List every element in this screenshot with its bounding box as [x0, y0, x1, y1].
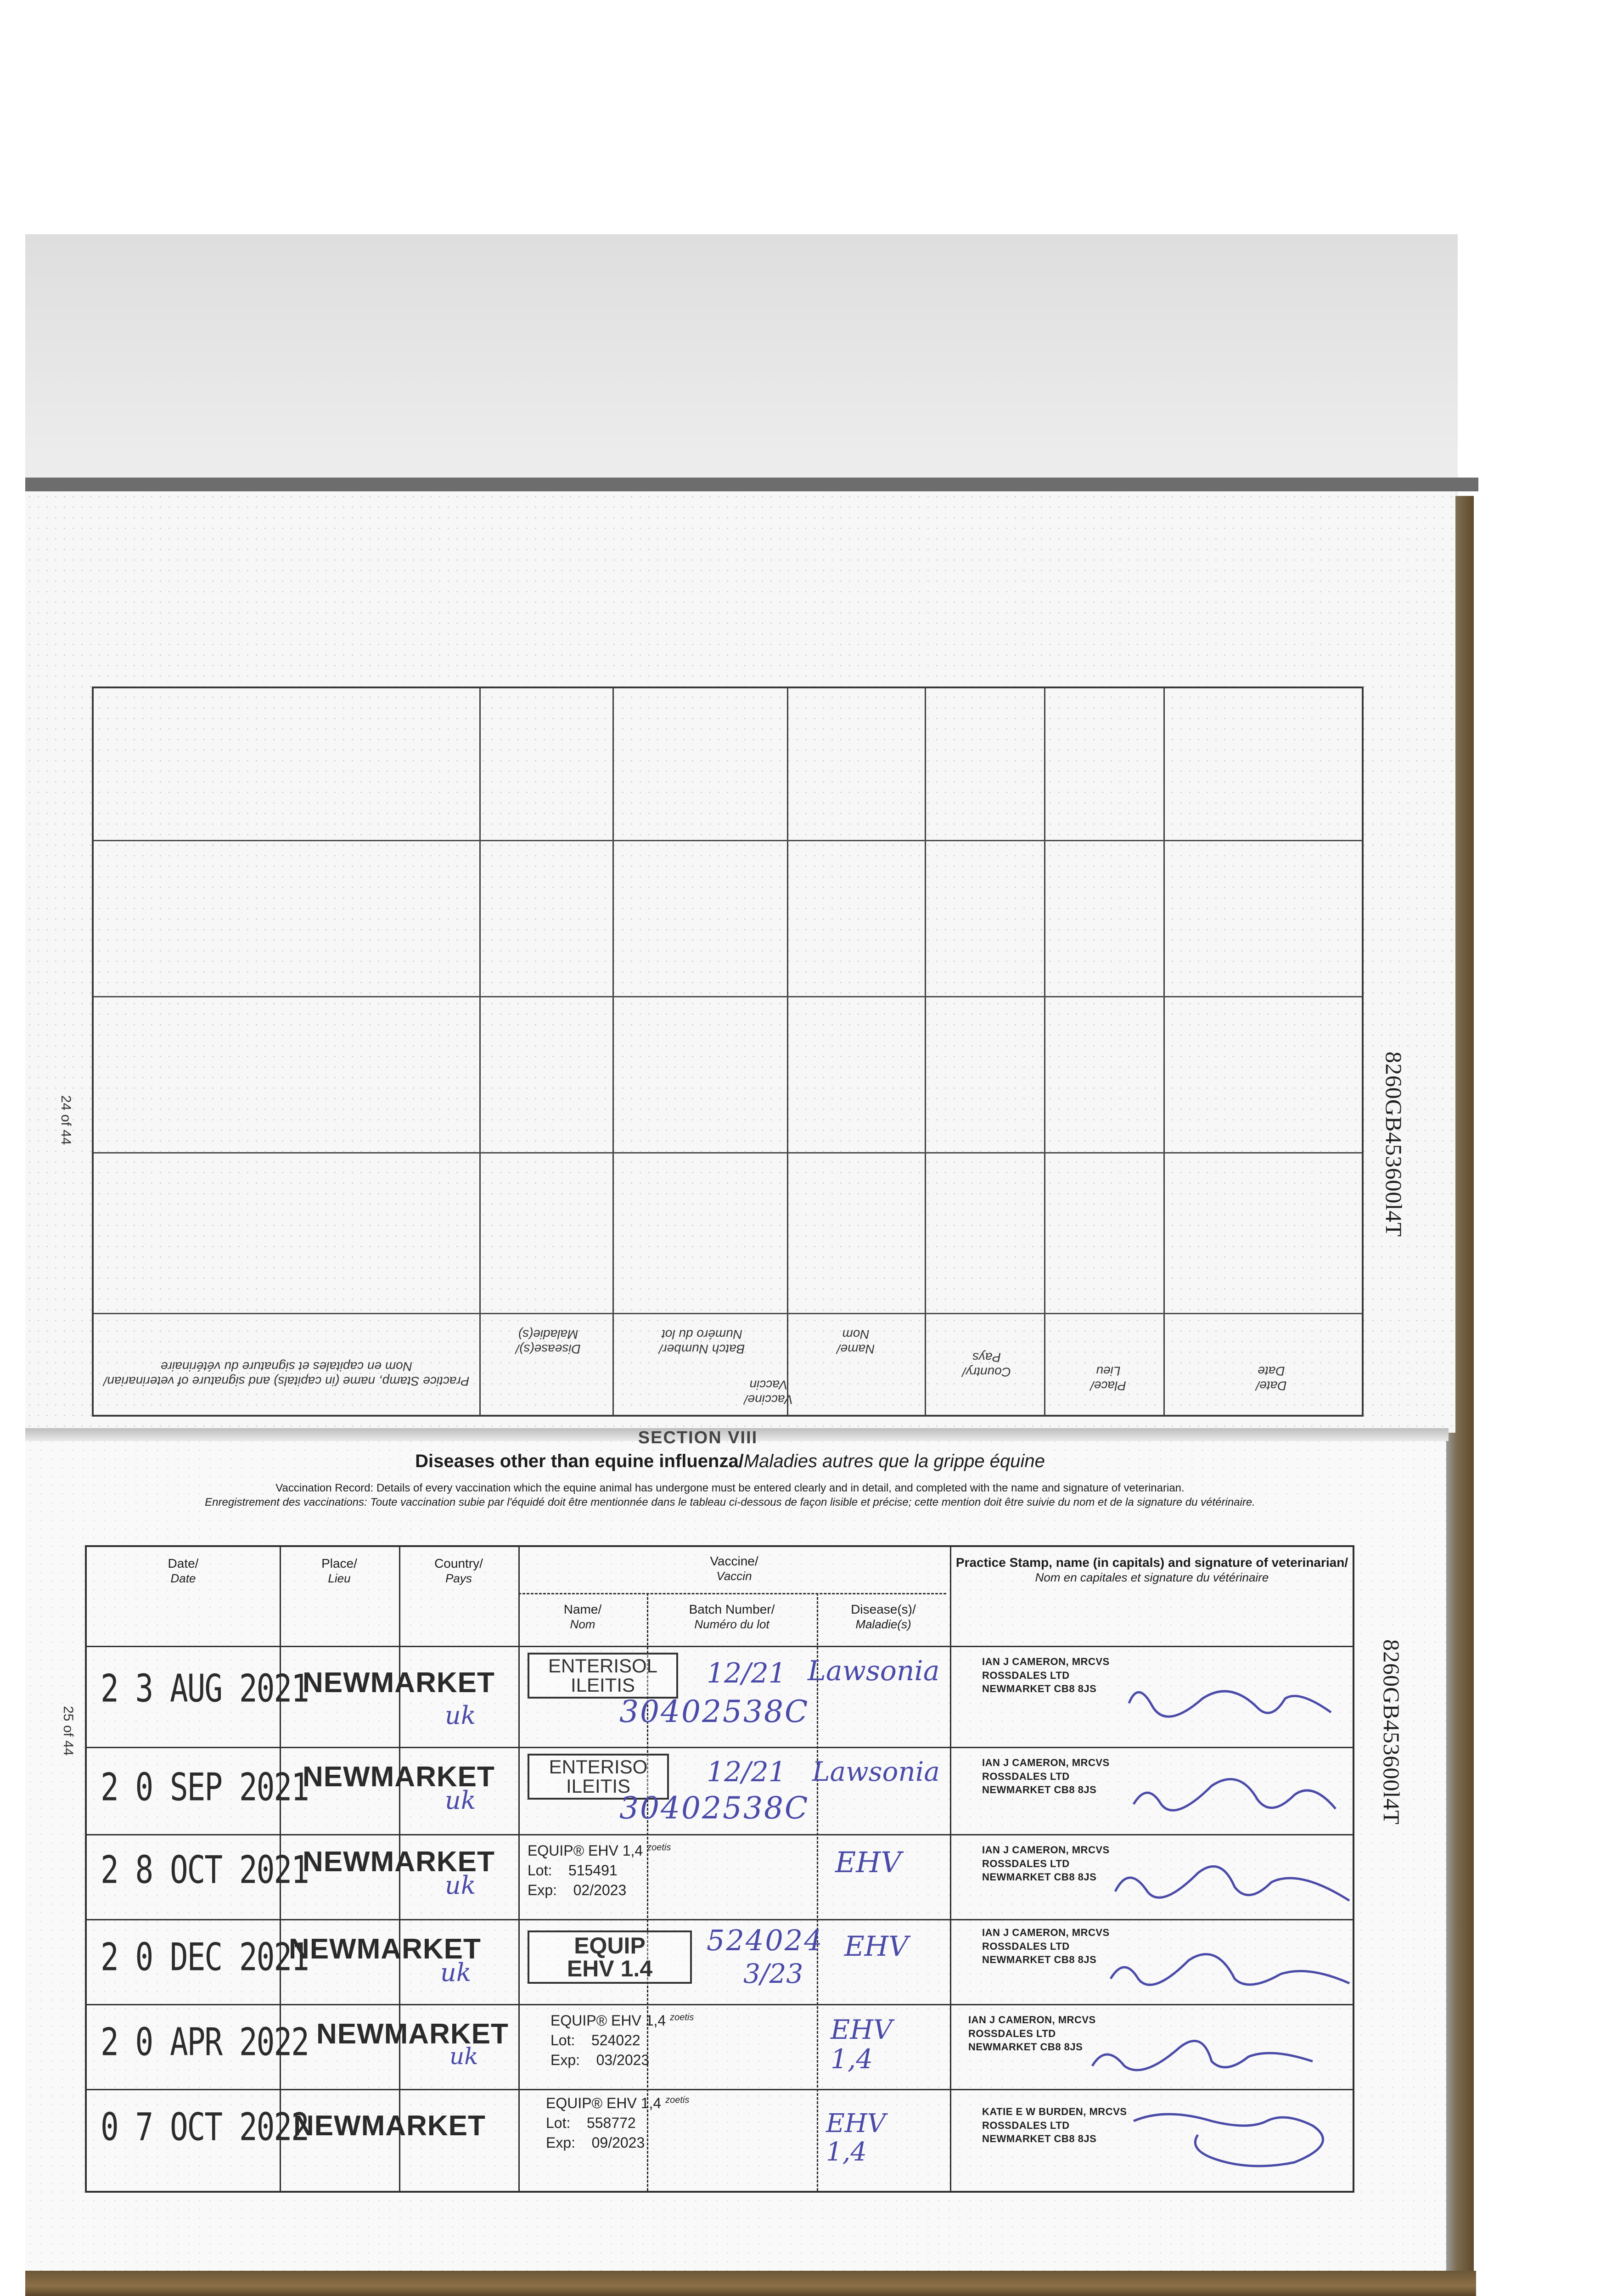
row1-batch: 12/21	[707, 1657, 786, 1689]
row4-vet-stamp: IAN J CAMERON, MRCVS ROSSDALES LTD NEWMARKET CB8 8JS	[982, 1927, 1110, 1966]
row1-vet-stamp: IAN J CAMERON, MRCVS ROSSDALES LTD NEWMARKET CB8 8JS	[982, 1656, 1110, 1695]
upper-header-vaccine: Vaccine/ Vaccin	[744, 1378, 793, 1407]
row4-date: 2 0 DEC 2021	[101, 1935, 309, 1980]
row1-batch-number: 30402538C	[619, 1694, 809, 1729]
header-disease: Disease(s)/ Maladie(s)	[851, 1602, 916, 1632]
row3-vet-stamp: IAN J CAMERON, MRCVS ROSSDALES LTD NEWMARKET CB8 8JS	[982, 1844, 1110, 1883]
row6-vet-stamp: KATIE E W BURDEN, MRCVS ROSSDALES LTD NEWMARKET CB8 8JS	[982, 2106, 1127, 2145]
row1-country: uk	[445, 1701, 476, 1730]
row4-vaccine-label: EQUIP EHV 1.4	[528, 1930, 692, 1984]
book-spine	[25, 478, 1478, 491]
row4-signature	[1097, 1924, 1354, 2006]
row6-place: NEWMARKET	[293, 2110, 486, 2142]
row2-date: 2 0 SEP 2021	[101, 1765, 309, 1810]
row2-batch-number: 30402538C	[619, 1790, 809, 1826]
row4-place: NEWMARKET	[289, 1933, 481, 1965]
section-intro	[90, 1481, 1370, 1509]
row4-batch-exp: 3/23	[743, 1958, 803, 1989]
row3-disease: EHV	[835, 1846, 902, 1879]
row5-date: 2 0 APR 2022	[101, 2020, 309, 2065]
row3-signature	[1097, 1836, 1354, 1919]
row2-vaccine-label: ENTERISO ILEITIS	[528, 1754, 669, 1800]
page-number-lower: 25 of 44	[61, 1706, 76, 1756]
intro-english: Vaccination Record: Details of every vaccination which the equine animal has undergone must be entered clearly and in detail, and completed with the name and signature of veterinarian.	[275, 1482, 1185, 1494]
passport-number-lower: 8260GB453600l4T	[1379, 1639, 1404, 1825]
header-batch: Batch Number/ Numéro du lot	[689, 1602, 775, 1632]
upper-header-batch: Batch Number/ Numéro du lot	[659, 1327, 745, 1356]
row6-date: 0 7 OCT 2022	[101, 2105, 309, 2150]
row2-signature	[1120, 1754, 1340, 1832]
upper-header-date: Date/ Date	[1256, 1364, 1287, 1393]
row5-signature	[1074, 2006, 1331, 2089]
row2-country: uk	[445, 1786, 476, 1815]
row3-vaccine-printed: EQUIP® EHV 1,4 $^{zoetis}$ Lot: 515491 Exp: 02/2023	[528, 1842, 671, 1899]
upper-header-name: Name/ Nom	[837, 1327, 875, 1356]
row3-date: 2 8 OCT 2021	[101, 1848, 309, 1892]
book-cover-bottom	[25, 2271, 1476, 2296]
row4-batch: 524024	[707, 1924, 824, 1957]
header-stamp: Practice Stamp, name (in capitals) and signature of veterinarian/ Nom en capitales et signature du vétérinaire	[955, 1555, 1348, 1585]
row2-disease: Lawsonia	[812, 1756, 940, 1787]
passport-number-upper: 8260GB453600l4T	[1381, 1052, 1407, 1237]
page-number-upper: 24 of 44	[58, 1095, 73, 1145]
header-place: Place/ Lieu	[321, 1556, 357, 1586]
row6-disease: EHV 1,4	[826, 2109, 886, 2167]
row5-vet-stamp: IAN J CAMERON, MRCVS ROSSDALES LTD NEWMARKET CB8 8JS	[968, 2014, 1096, 2053]
row1-signature	[1120, 1662, 1340, 1740]
section-title: SECTION VIII	[638, 1428, 758, 1446]
intro-french: Enregistrement des vaccinations: Toute vaccination subie par l'équidé doit être mentionnée dans le tableau ci-dessous de façon lisible et précise; cette mention doit être suivie du nom et de la signature du vétérinaire.	[205, 1496, 1255, 1509]
row5-place: NEWMARKET	[316, 2018, 509, 2050]
row3-place: NEWMARKET	[303, 1846, 495, 1878]
header-country: Country/ Pays	[434, 1556, 483, 1586]
row1-date: 2 3 AUG 2021	[101, 1666, 309, 1711]
row2-vet-stamp: IAN J CAMERON, MRCVS ROSSDALES LTD NEWMARKET CB8 8JS	[982, 1757, 1110, 1796]
header-name: Name/ Nom	[563, 1602, 602, 1632]
upper-header-country: Country/ Pays	[962, 1350, 1011, 1379]
row5-disease: EHV 1,4	[831, 2014, 893, 2075]
row1-disease: Lawsonia	[808, 1655, 940, 1687]
upper-header-place: Place/ Lieu	[1090, 1364, 1126, 1393]
row6-vaccine-printed: EQUIP® EHV 1,4 $^{zoetis}$ Lot: 558772 Exp: 09/2023	[546, 2095, 690, 2151]
row4-country: uk	[440, 1958, 472, 1987]
row4-disease: EHV	[844, 1930, 909, 1963]
row1-place: NEWMARKET	[303, 1667, 495, 1699]
row2-place: NEWMARKET	[303, 1761, 495, 1793]
row2-batch: 12/21	[707, 1756, 786, 1788]
upper-vaccination-table	[92, 687, 1364, 1417]
vaccination-table	[85, 1545, 1354, 2193]
upper-header-stamp: Practice Stamp, name (in capitals) and signature of veterinarian/ Nom en capitales et signature du vétérinaire	[103, 1359, 470, 1389]
row3-country: uk	[445, 1871, 476, 1900]
row5-vaccine-printed: EQUIP® EHV 1,4 $^{zoetis}$ Lot: 524022 Exp: 03/2023	[550, 2012, 694, 2069]
row6-signature	[1120, 2093, 1349, 2185]
header-vaccine: Vaccine/ Vaccin	[710, 1554, 758, 1583]
section-heading: Diseases other than equine influenza/Maladies autres que la grippe équine	[415, 1451, 1045, 1471]
row1-vaccine-label: ENTERISOL ILEITIS	[528, 1653, 678, 1699]
row5-country: uk	[449, 2043, 478, 2070]
header-date: Date/ Date	[168, 1556, 199, 1586]
upper-header-disease: Disease(s)/ Maladie(s)	[516, 1327, 581, 1356]
